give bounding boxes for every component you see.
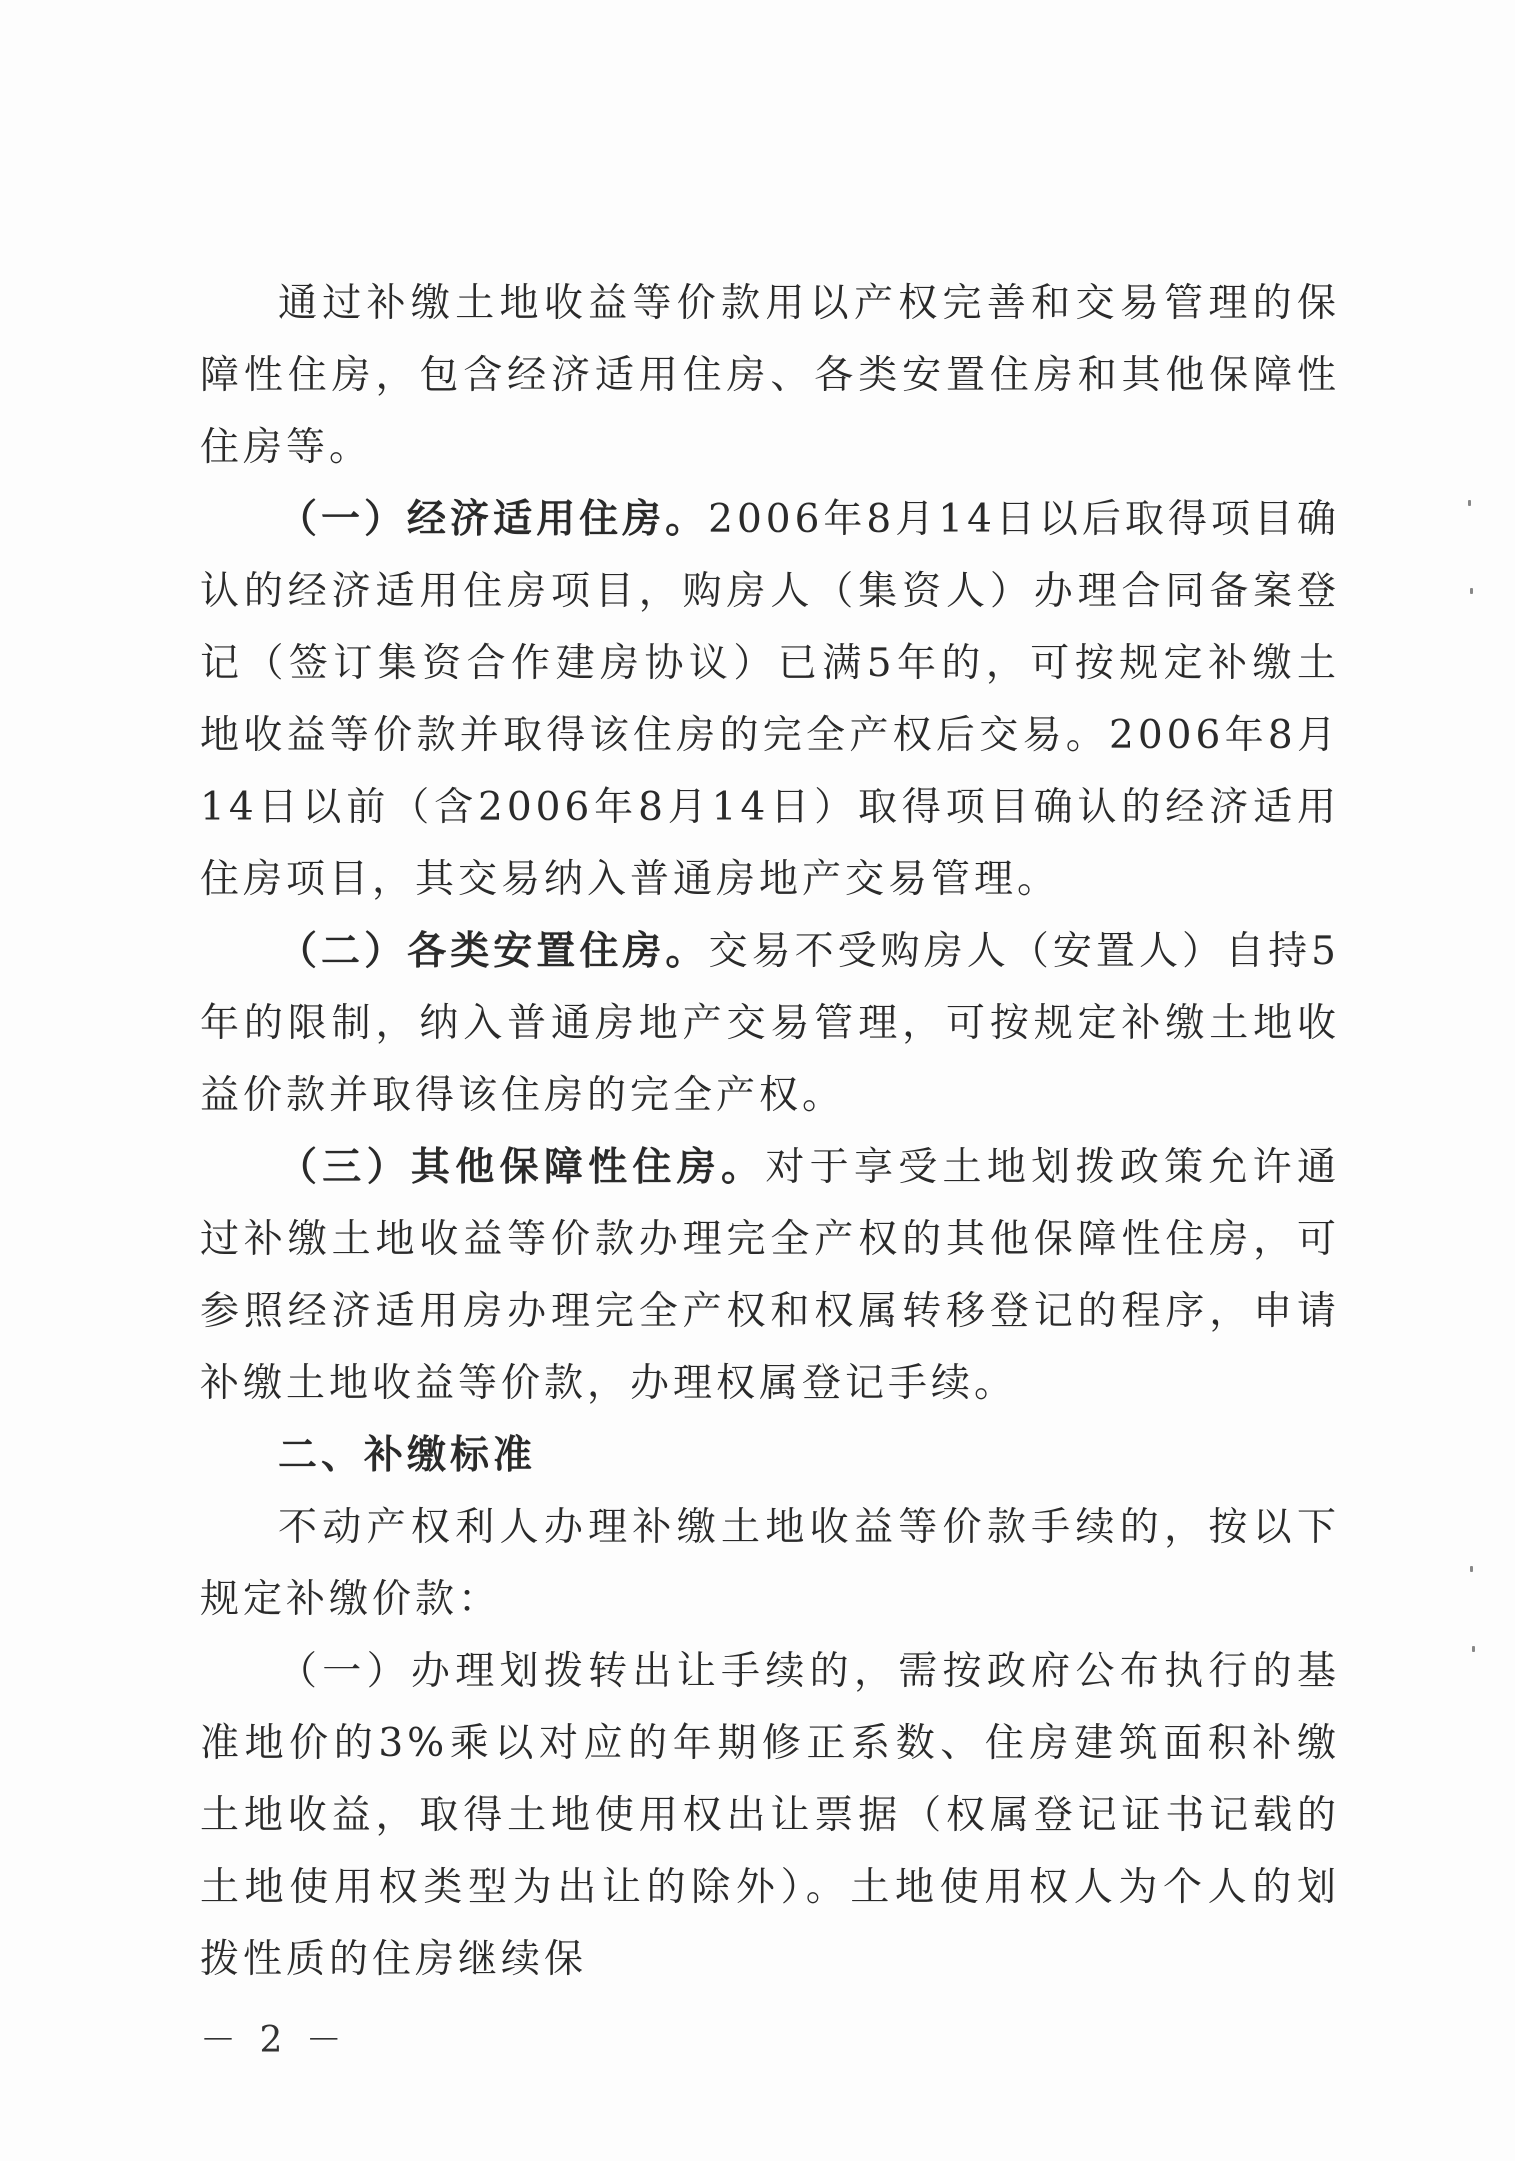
paragraph-text: 交易不受购房人（安置人）自持5年的限制，纳入普通房地产交易管理，可按规定补缴土地收益价款并取得该住房的完全产权。 <box>200 929 1340 1118</box>
section-heading: 二、补缴标准 <box>278 1433 537 1478</box>
paragraph-text: 2006年8月14日以后取得项目确认的经济适用住房项目，购房人（集资人）办理合同备案登记（签订集资合作建房协议）已满5年的，可按规定补缴土地收益等价款并取得该住房的完全产权后交易。2006年8月14日以前（含2006年8月14日）取得项目确认的经济适用住房项目，其交易纳入普通房地产交易管理。 <box>200 497 1340 902</box>
scan-speck <box>1470 588 1473 594</box>
document-body <box>200 268 1340 1996</box>
paragraph-text: 通过补缴土地收益等价款用以产权完善和交易管理的保障性住房，包含经济适用住房、各类安置住房和其他保障性住房等。 <box>200 281 1340 470</box>
paragraph-intro <box>200 268 1340 484</box>
paragraph-text: （一）办理划拨转出让手续的，需按政府公布执行的基准地价的3%乘以对应的年期修正系数、住房建筑面积补缴土地收益，取得土地使用权出让票据（权属登记证书记载的土地使用权类型为出让的除外）。土地使用权人为个人的划拨性质的住房继续保 <box>200 1649 1340 1982</box>
paragraph-text: 对于享受土地划拨政策允许通过补缴土地收益等价款办理完全产权的其他保障性住房，可参照经济适用房办理完全产权和权属转移登记的程序，申请补缴土地收益等价款，办理权属登记手续。 <box>200 1145 1340 1406</box>
paragraph-economic-housing <box>200 484 1340 916</box>
paragraph-lead: （一）经济适用住房。 <box>278 497 709 542</box>
scan-speck <box>1470 1566 1473 1572</box>
paragraph-text: 不动产权利人办理补缴土地收益等价款手续的，按以下规定补缴价款： <box>200 1505 1340 1622</box>
page-number: － 2 － <box>200 2020 348 2061</box>
paragraph-payment-item-1 <box>200 1636 1340 1996</box>
paragraph-other-housing <box>200 1132 1340 1420</box>
paragraph-lead: （三）其他保障性住房。 <box>278 1145 766 1190</box>
scan-speck <box>1468 500 1471 506</box>
scan-speck <box>1472 1646 1475 1652</box>
paragraph-payment-intro <box>200 1492 1340 1636</box>
paragraph-resettlement-housing <box>200 916 1340 1132</box>
paragraph-lead: （二）各类安置住房。 <box>278 929 709 974</box>
